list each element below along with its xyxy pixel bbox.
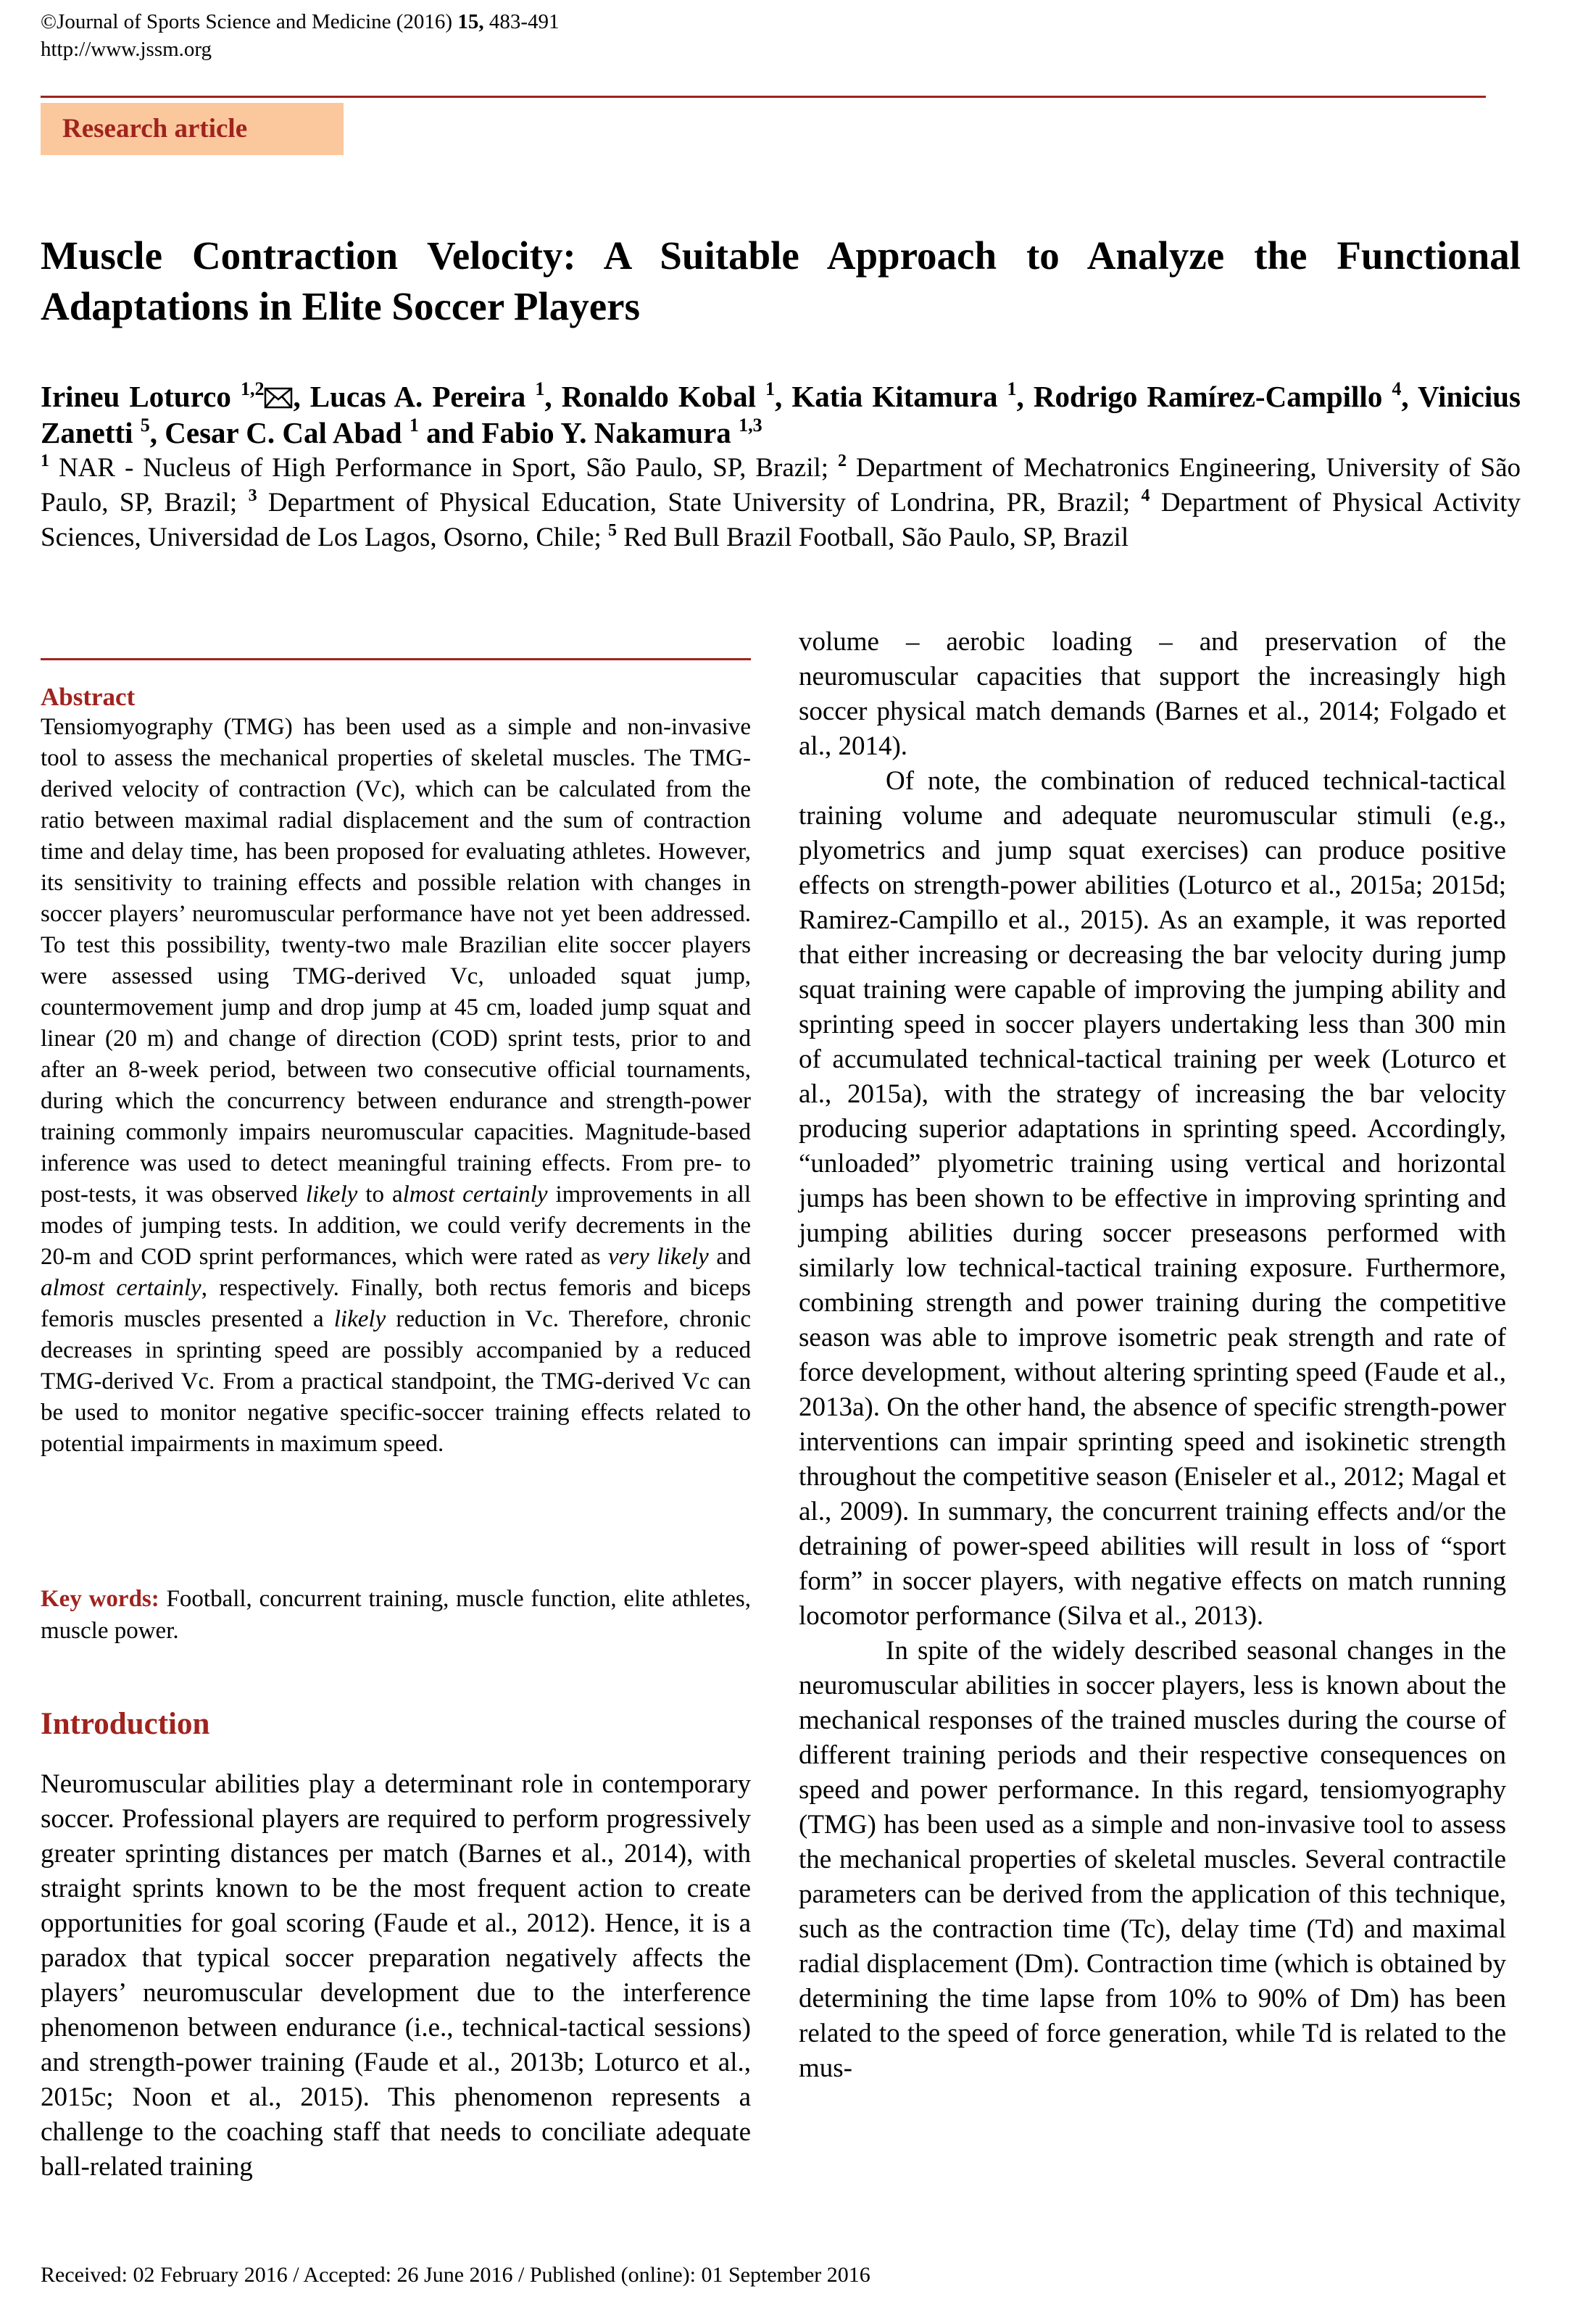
right-column-body: [799, 625, 1506, 2086]
abstract-emphasis: almost certainly: [41, 1275, 201, 1301]
author-affiliation-ref: 5: [140, 415, 150, 436]
keywords-label: Key words:: [41, 1586, 159, 1612]
abstract-body: [41, 712, 751, 1460]
abstract-text: and: [708, 1244, 751, 1270]
affiliation-number: 5: [608, 521, 618, 540]
abstract-text: , respectively. Finally, both rectus femoris and biceps femoris muscles presented a: [41, 1275, 751, 1332]
header-rule: [41, 96, 1486, 98]
abstract-text: improvements in all modes of jumping tests. In addition, we could verify decrements in the 20-m and COD sprint performances, which were rated as: [41, 1181, 751, 1270]
abstract-text: Tensiomyography (TMG) has been used as a simple and non-invasive tool to assess the mechanical properties of skeletal muscles. The TMG-derived velocity of contraction (Vc), which can be calculated from the ratio between maximal radial displacement and the sum of contraction time and delay time, has been proposed for evaluating athletes. However, its sensitivity to training effects and possible relation with changes in soccer players’ neuromuscular performance have not yet been addressed. To test this possibility, twenty-two male Brazilian elite soccer players were assessed using TMG-derived Vc, unloaded squat jump, countermovement jump and drop jump at 45 cm, loaded jump squat and linear (20 m) and change of direction (COD) sprint tests, prior to and after an 8-week period, between two consecutive official tournaments, during which the concurrency between endurance and strength-power training commonly impairs neuromuscular capacities. Magnitude-based inference was used to detect meaningful training effects. From pre- to post-tests, it was observed: [41, 714, 751, 1208]
author-name: , Katia Kitamura: [775, 380, 1007, 413]
journal-name: ©Journal of Sports Science and Medicine (2016): [41, 10, 458, 33]
journal-volume: 15,: [457, 10, 484, 33]
paragraph: In spite of the widely described seasonal changes in the neuromuscular abilities in soccer players, less is known about the mechanical responses of the trained muscles during the course of different training periods and their respective consequences on speed and power performance. In this regard, tensiomyography (TMG) has been used as a simple and non-invasive tool to assess the mechanical properties of skeletal muscles. Several contractile parameters can be derived from the application of this technique, such as the contraction time (Tc), delay time (Td) and maximal radial displacement (Dm). Contraction time (which is obtained by determining the time lapse from 10% to 90% of Dm) has been related to the speed of force generation, while Td is related to the mus-: [799, 1636, 1506, 2083]
author-affiliation-ref: 1: [409, 415, 419, 436]
author-affiliation-ref: 1: [765, 378, 776, 399]
abstract-text: to a: [357, 1181, 403, 1208]
paragraph: volume – aerobic loading – and preservation of the neuromuscular capacities that support the increasingly high soccer physical match demands (Barnes et al., 2014; Folgado et al., 2014).: [799, 627, 1506, 761]
introduction-heading: Introduction: [41, 1707, 210, 1741]
affiliation-number: 2: [837, 452, 847, 470]
keywords-text: Football, concurrent training, muscle function, elite athletes, muscle power.: [41, 1586, 751, 1644]
affiliation-text: Department of Physical Activity Sciences, Universidad de Los Lagos, Osorno, Chile;: [41, 488, 1521, 552]
abstract-emphasis: very likely: [608, 1244, 709, 1270]
journal-pages: 483-491: [483, 10, 560, 33]
affiliations: [41, 451, 1521, 555]
paragraph: Of note, the combination of reduced technical-tactical training volume and adequate neuromuscular stimuli (e.g., plyometrics and jump squat exercises) can produce positive effects on strength-power abilities (Loturco et al., 2015a; 2015d; Ramirez-Campillo et al., 2015). As an example, it was reported that either increasing or decreasing the bar velocity during jump squat training were capable of improving the jumping ability and sprinting speed in soccer players undertaking less than 300 min of accumulated technical-tactical training per week (Loturco et al., 2015a), with the strategy of increasing the bar velocity producing superior adaptations in sprinting speed. Accordingly, “unloaded” plyometric training using vertical and horizontal jumps has been shown to be effective in improving sprinting and jumping abilities during soccer preseasons performed with similarly low technical-tactical training exposure. Furthermore, combining strength and power training during the competitive season was able to improve isometric peak strength and rate of force development, without altering sprinting speed (Faude et al., 2013a). On the other hand, the absence of specific strength-power interventions can impair sprinting speed and isokinetic strength throughout the competitive season (Eniseler et al., 2012; Magal et al., 2009). In summary, the concurrent training effects and/or the detraining of power-speed abilities will result in loss of “sport form” in soccer players, with negative effects on match running locomotor performance (Silva et al., 2013).: [799, 766, 1506, 1631]
introduction-body: [41, 1767, 751, 2185]
article-title: Muscle Contraction Velocity: A Suitable Approach to Analyze the Functional Adaptations in Elite Soccer Players: [41, 233, 1521, 328]
author-name: , Lucas A. Pereira: [293, 380, 536, 413]
abstract-emphasis: likely: [305, 1181, 358, 1208]
abstract-emphasis: lmost certainly: [402, 1181, 548, 1208]
mail-icon[interactable]: [264, 381, 293, 402]
publication-dates: Received: 02 February 2016 / Accepted: 26 June 2016 / Published (online): 01 September 2016: [41, 2263, 870, 2287]
author-name: Irineu Loturco: [41, 380, 241, 413]
journal-url[interactable]: http://www.jssm.org: [41, 38, 212, 61]
author-affiliation-ref: 1: [535, 378, 545, 399]
affiliation-number: 1: [41, 452, 49, 470]
author-name: and Fabio Y. Nakamura: [418, 416, 739, 449]
affiliation-number: 4: [1141, 486, 1150, 505]
article-type-badge: Research article: [41, 103, 344, 155]
abstract-rule: [41, 658, 751, 660]
abstract-emphasis: likely: [333, 1306, 386, 1332]
author-name: , Cesar C. Cal Abad: [149, 416, 410, 449]
author-affiliation-ref: 1: [1007, 378, 1017, 399]
affiliation-number: 3: [248, 486, 257, 505]
author-affiliation-ref: 1,3: [739, 415, 762, 436]
author-affiliation-ref: 1,2: [240, 378, 265, 399]
affiliation-text: Department of Physical Education, State University of Londrina, PR, Brazil;: [257, 488, 1142, 518]
affiliation-text: Red Bull Brazil Football, São Paulo, SP, Brazil: [617, 523, 1129, 552]
keywords: [41, 1583, 751, 1647]
affiliation-text: Department of Mechatronics Engineering, University of São Paulo, SP, Brazil;: [41, 453, 1521, 518]
paragraph: Neuromuscular abilities play a determinant role in contemporary soccer. Professional players are required to perform progressively greater sprinting distances per match (Barnes et al., 2014), with straight sprints known to be the most frequent action to create opportunities for goal scoring (Faude et al., 2012). Hence, it is a paradox that typical soccer preparation negatively affects the players’ neuromuscular development due to the interference phenomenon between endurance (i.e., technical-tactical sessions) and strength-power training (Faude et al., 2013b; Loturco et al., 2015c; Noon et al., 2015). This phenomenon represents a challenge to the coaching staff that needs to conciliate adequate ball-related training: [41, 1769, 751, 2182]
author-name: , Ronaldo Kobal: [544, 380, 766, 413]
affiliation-text: NAR - Nucleus of High Performance in Sport, São Paulo, SP, Brazil;: [49, 453, 838, 483]
author-affiliation-ref: 4: [1392, 378, 1402, 399]
author-list: [41, 378, 1521, 451]
abstract-text: reduction in Vc. Therefore, chronic decreases in sprinting speed are possibly accompanied by a reduced TMG-derived Vc. From a practical standpoint, the TMG-derived Vc can be used to monitor negative specific-soccer training effects related to potential impairments in maximum speed.: [41, 1306, 751, 1457]
author-name: , Vinicius Zanetti: [41, 380, 1521, 449]
author-name: , Rodrigo Ramírez-Campillo: [1016, 380, 1392, 413]
journal-citation: [41, 9, 560, 35]
abstract-heading: Abstract: [41, 683, 136, 711]
